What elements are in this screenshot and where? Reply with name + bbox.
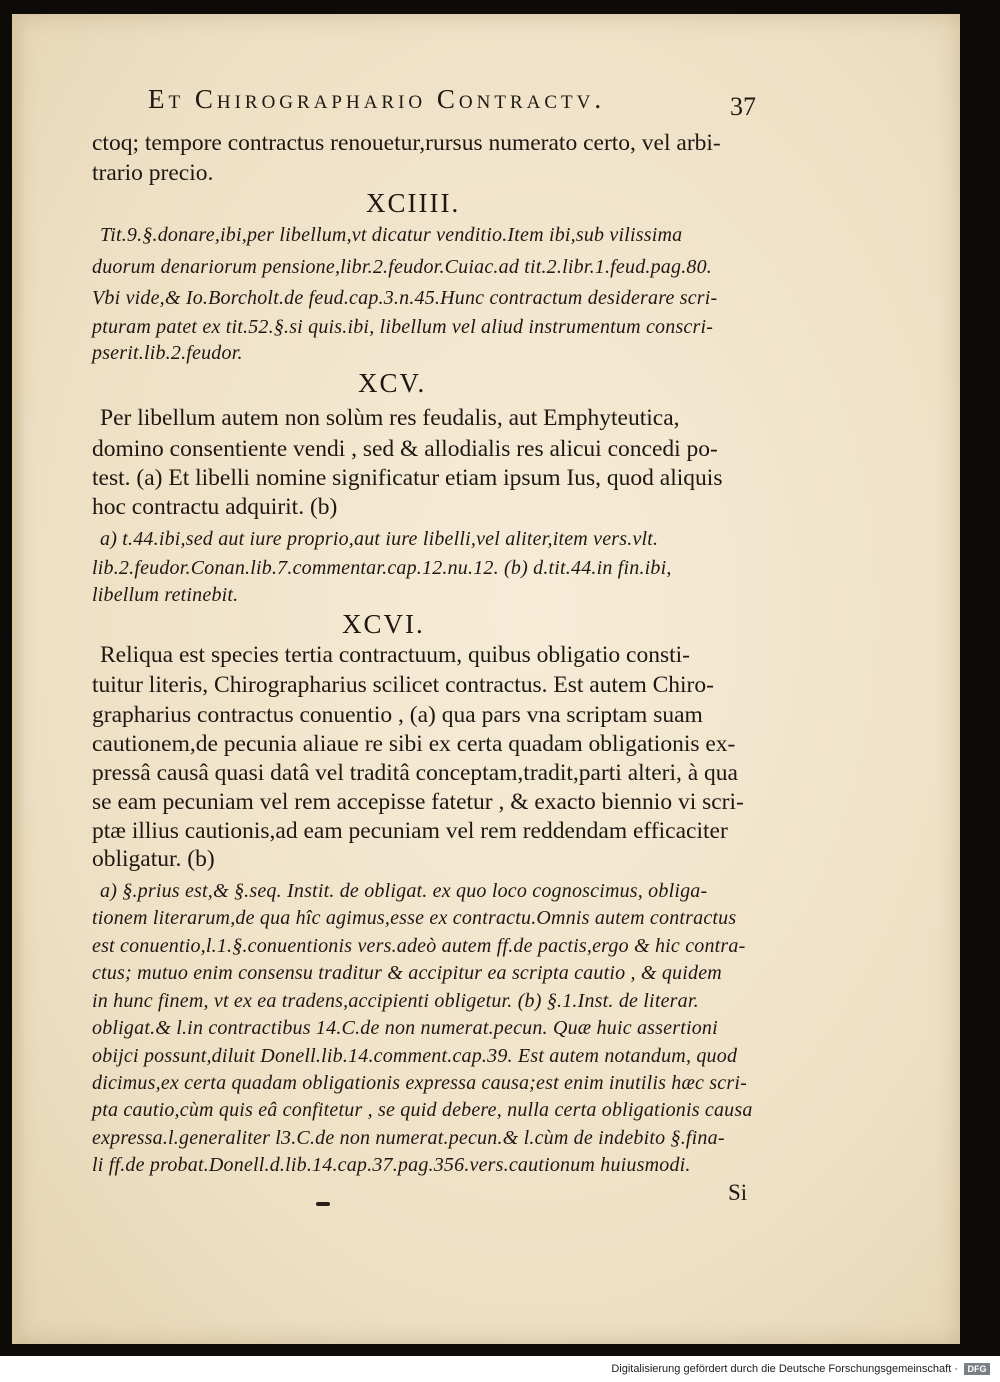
note-line: obijci possunt,diluit Donell.lib.14.comment.cap.39. Est autem notandum, quod: [92, 1045, 738, 1067]
text-line: obligatur. (b): [92, 846, 215, 872]
note-line: pturam patet ex tit.52.§.si quis.ibi, libellum vel aliud instrumentum conscri-: [92, 316, 714, 338]
note-line: in hunc finem, vt ex ea tradens,accipienti obligetur. (b) §.1.Inst. de literar.: [92, 990, 699, 1012]
text-line: cautionem,de pecunia aliaue re sibi ex certa quadam obligationis ex-: [92, 731, 736, 757]
page-number: 37: [730, 92, 756, 121]
funding-credit: Digitalisierung gefördert durch die Deutsche Forschungsgemeinschaft ·: [611, 1363, 958, 1375]
text-line: se eam pecuniam vel rem accepisse fatetur , & exacto biennio vi scri-: [92, 789, 744, 815]
text-line: hoc contractu adquirit. (b): [92, 494, 338, 520]
text-line: trario precio.: [92, 160, 214, 186]
note-line: a) §.prius est,& §.seq. Instit. de obligat. ex quo loco cognoscimus, obliga-: [100, 880, 708, 902]
text-line: ctoq; tempore contractus renouetur,rursus numerato certo, vel arbi-: [92, 130, 721, 156]
note-line: obligat.& l.in contractibus 14.C.de non numerat.pecun. Quæ huic assertioni: [92, 1017, 718, 1039]
text-line: Reliqua est species tertia contractuum, quibus obligatio consti-: [100, 642, 690, 668]
note-line: tionem literarum,de qua hîc agimus,esse ex contractu.Omnis autem contractus: [92, 907, 737, 929]
note-line: pserit.lib.2.feudor.: [92, 342, 243, 364]
note-line: dicimus,ex certa quadam obligationis expressa causa;est enim inutilis hæc scri-: [92, 1072, 747, 1094]
section-heading-96: XCVI.: [342, 609, 425, 639]
note-line: est conuentio,l.1.§.conuentionis vers.adeò autem ff.de pactis,ergo & hic contra-: [92, 935, 746, 957]
text-line: Per libellum autem non solùm res feudalis, aut Emphyteutica,: [100, 405, 680, 431]
dfg-logo-icon: DFG: [964, 1363, 990, 1375]
note-line: lib.2.feudor.Conan.lib.7.commentar.cap.12.nu.12. (b) d.tit.44.in fin.ibi,: [92, 557, 672, 579]
text-line: grapharius contractus conuentio , (a) qua pars vna scriptam suam: [92, 702, 703, 728]
text-line: domino consentiente vendi , sed & allodialis res alicui concedi po-: [92, 436, 718, 462]
note-line: ctus; mutuo enim consensu traditur & accipitur ea scripta cautio , & quidem: [92, 962, 722, 984]
section-heading-95: XCV.: [358, 368, 427, 398]
printer-mark: [316, 1202, 330, 1206]
text-line: test. (a) Et libelli nomine significatur etiam ipsum Ius, quod aliquis: [92, 465, 723, 491]
note-line: li ff.de probat.Donell.d.lib.14.cap.37.pag.356.vers.cautionum huiusmodi.: [92, 1154, 691, 1176]
note-line: a) t.44.ibi,sed aut iure proprio,aut iure libelli,vel aliter,item vers.vlt.: [100, 528, 659, 550]
text-line: tuitur literis, Chirographarius scilicet contractus. Est autem Chiro-: [92, 672, 714, 698]
note-line: duorum denariorum pensione,libr.2.feudor.Cuiac.ad tit.2.libr.1.feud.pag.80.: [92, 256, 712, 278]
text-line: pressâ causâ quasi datâ vel traditâ conceptam,tradit,parti alteri, à qua: [92, 760, 738, 786]
section-heading-94: XCIIII.: [366, 188, 461, 218]
running-head: Et Chirographario Contractv.: [148, 84, 606, 114]
catchword: Si: [728, 1180, 748, 1205]
note-line: Tit.9.§.donare,ibi,per libellum,vt dicatur venditio.Item ibi,sub vilissima: [100, 224, 683, 246]
note-line: pta cautio,cùm quis eâ confitetur , se quid debere, nulla certa obligationis causa: [92, 1099, 753, 1121]
page-gutter: [12, 14, 26, 1344]
text-line: ptæ illius cautionis,ad eam pecuniam vel rem reddendam efficaciter: [92, 818, 728, 844]
note-line: Vbi vide,& Io.Borcholt.de feud.cap.3.n.45.Hunc contractum desiderare scri-: [92, 287, 718, 309]
note-line: expressa.l.generaliter l3.C.de non numerat.pecun.& l.cùm de indebito §.fina-: [92, 1127, 725, 1149]
note-line: libellum retinebit.: [92, 584, 239, 606]
